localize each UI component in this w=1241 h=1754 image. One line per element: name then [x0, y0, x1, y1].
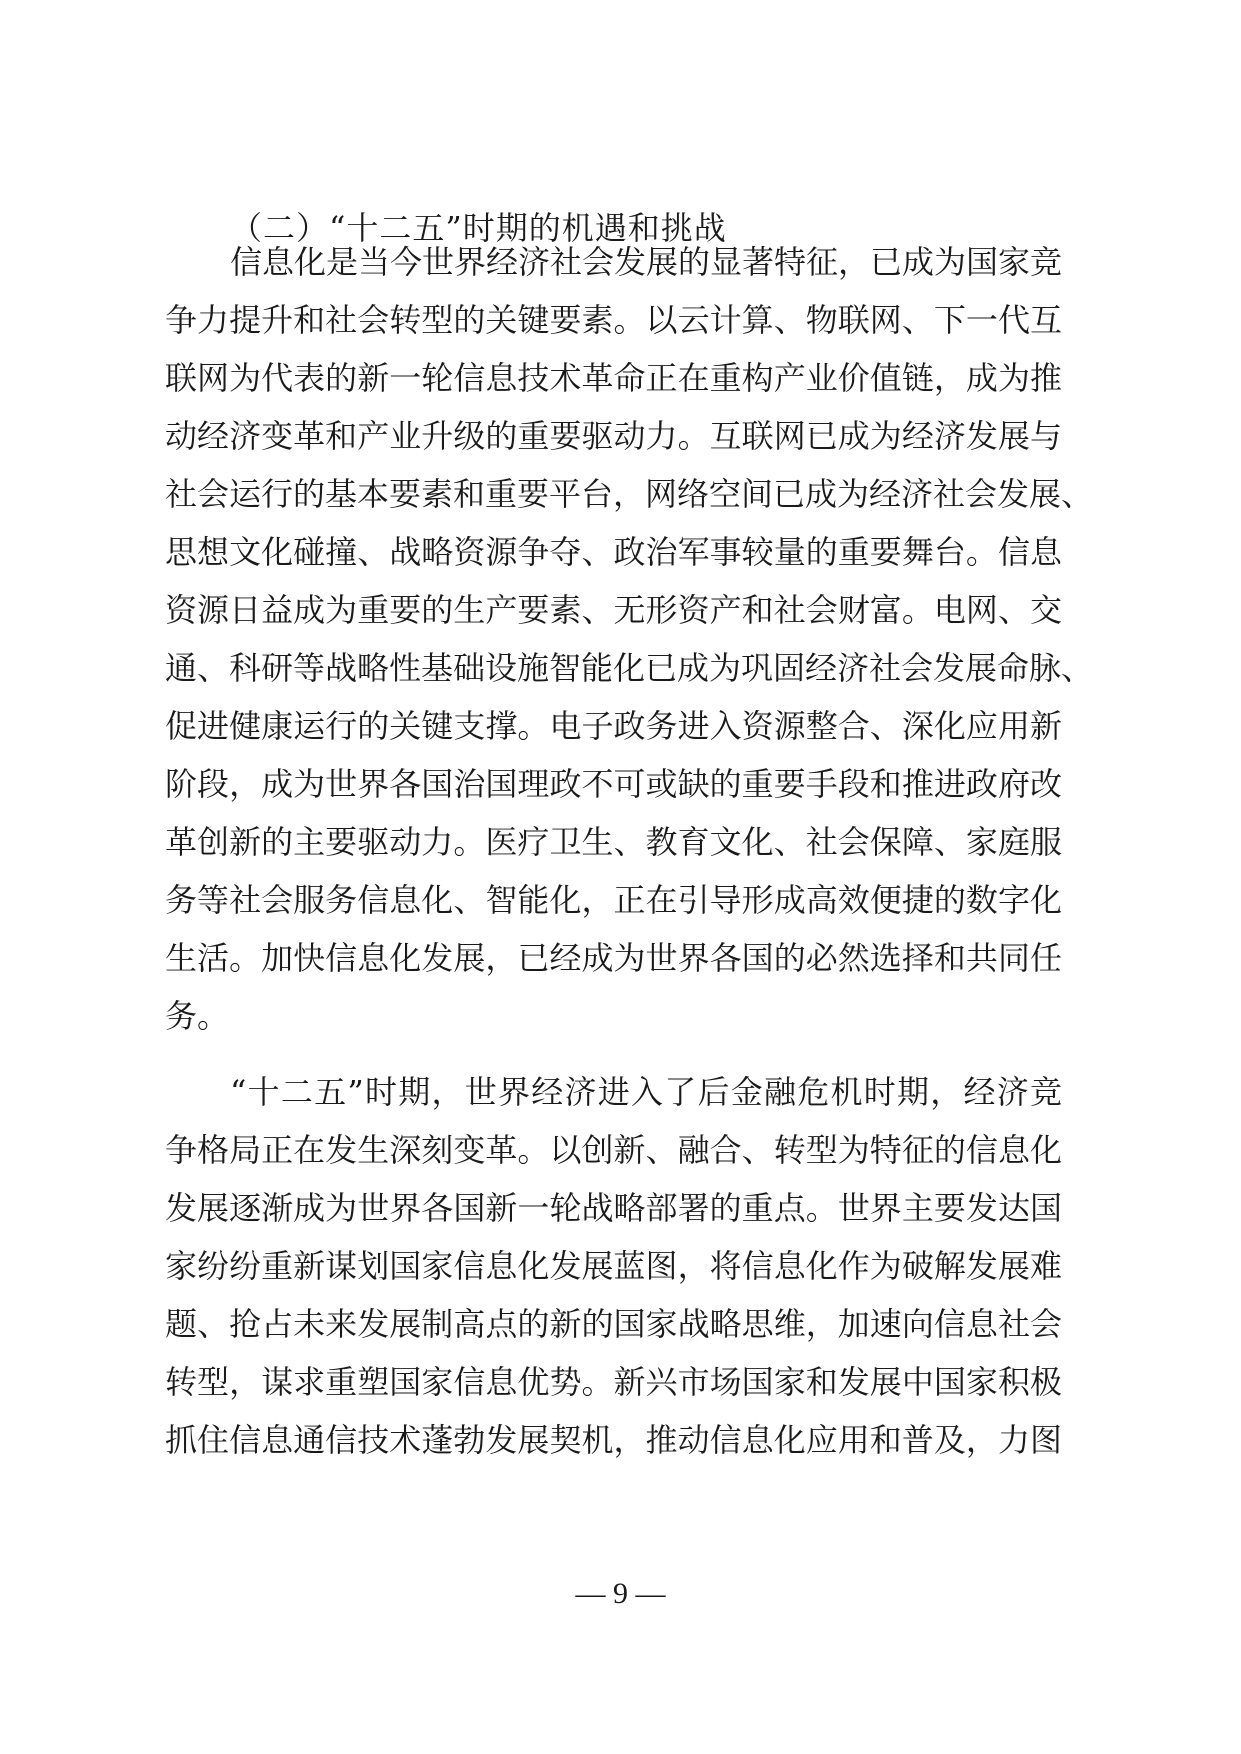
section-heading: （二）“十二五”时期的机遇和挑战	[230, 209, 727, 247]
text-line: 社会运行的基本要素和重要平台，网络空间已成为经济社会发展、	[165, 475, 1094, 513]
page-number: — 9 —	[575, 1577, 666, 1610]
text-line: 信息化是当今世界经济社会发展的显著特征，已成为国家竞	[230, 243, 1063, 281]
text-line: 动经济变革和产业升级的重要驱动力。互联网已成为经济发展与	[165, 417, 1062, 455]
text-line: 联网为代表的新一轮信息技术革命正在重构产业价值链，成为推	[165, 359, 1062, 397]
text-line: 题、抢占未来发展制高点的新的国家战略思维，加速向信息社会	[165, 1305, 1062, 1343]
text-line: 务等社会服务信息化、智能化，正在引导形成高效便捷的数字化	[165, 881, 1062, 919]
text-line: “十二五”时期，世界经济进入了后金融危机时期，经济竞	[230, 1073, 1062, 1111]
text-line: 争格局正在发生深刻变革。以创新、融合、转型为特征的信息化	[165, 1131, 1062, 1169]
text-line: 发展逐渐成为世界各国新一轮战略部署的重点。世界主要发达国	[165, 1189, 1062, 1227]
text-line: 抓住信息通信技术蓬勃发展契机，推动信息化应用和普及，力图	[165, 1421, 1062, 1459]
text-line: 促进健康运行的关键支撑。电子政务进入资源整合、深化应用新	[165, 707, 1062, 745]
text-line: 革创新的主要驱动力。医疗卫生、教育文化、社会保障、家庭服	[165, 823, 1062, 861]
text-line: 家纷纷重新谋划国家信息化发展蓝图，将信息化作为破解发展难	[165, 1247, 1062, 1285]
text-line: 务。	[165, 997, 230, 1035]
text-line: 思想文化碰撞、战略资源争夺、政治军事较量的重要舞台。信息	[165, 533, 1062, 571]
text-line: 阶段，成为世界各国治国理政不可或缺的重要手段和推进政府改	[165, 765, 1062, 803]
text-line: 通、科研等战略性基础设施智能化已成为巩固经济社会发展命脉、	[165, 649, 1094, 687]
text-line: 争力提升和社会转型的关键要素。以云计算、物联网、下一代互	[165, 301, 1062, 339]
text-line: 资源日益成为重要的生产要素、无形资产和社会财富。电网、交	[165, 591, 1062, 629]
text-line: 生活。加快信息化发展，已经成为世界各国的必然选择和共同任	[165, 939, 1062, 977]
text-line: 转型，谋求重塑国家信息优势。新兴市场国家和发展中国家积极	[165, 1363, 1062, 1401]
